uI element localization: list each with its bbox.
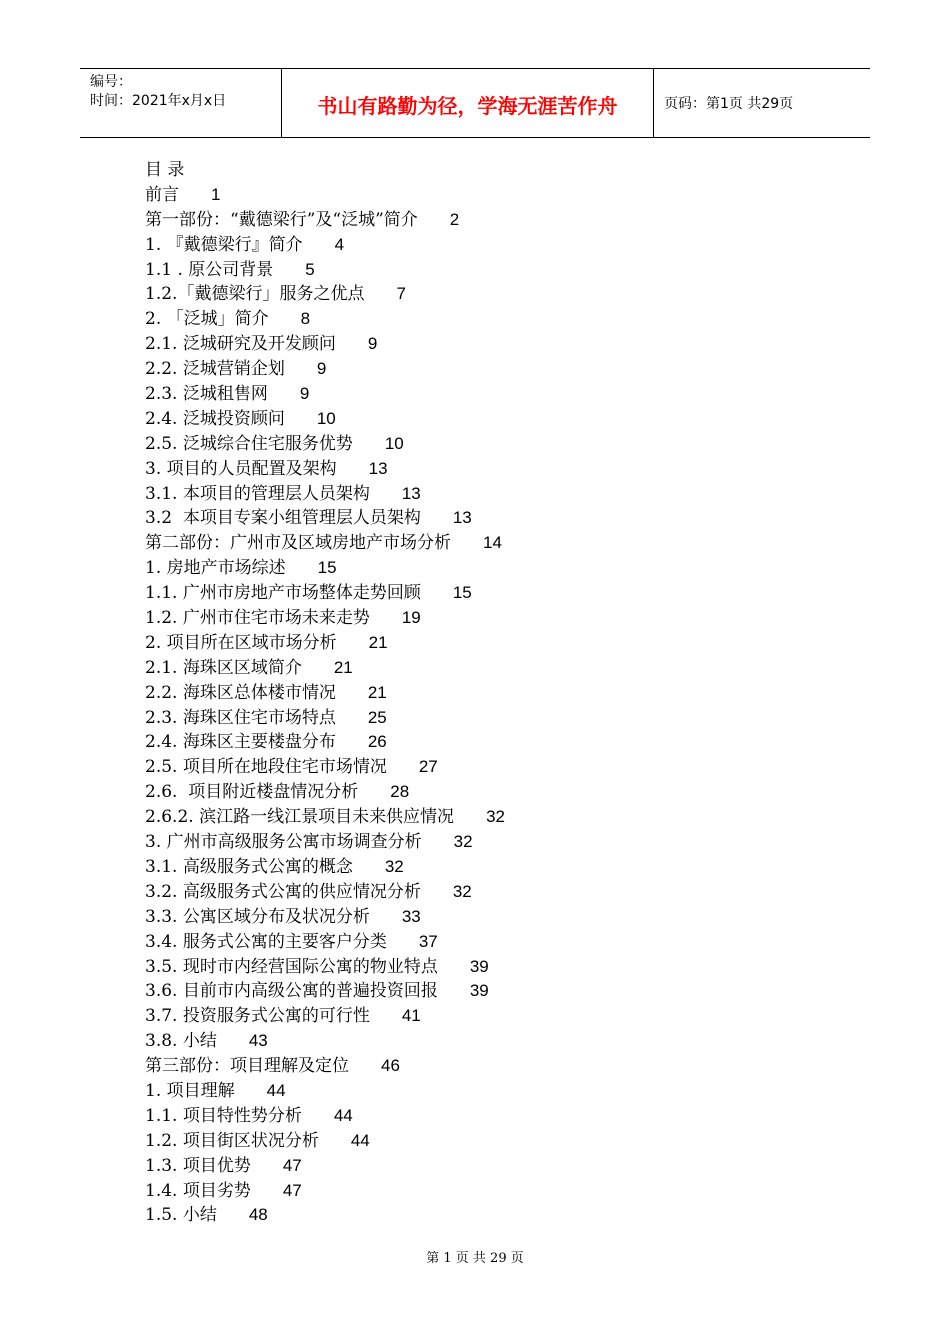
toc-entry[interactable] [145, 780, 845, 805]
toc-entry[interactable] [145, 681, 845, 706]
toc-entry-page: 32 [486, 807, 505, 827]
toc-entry-page: 9 [316, 359, 327, 379]
toc-entry-page: 9 [367, 334, 378, 354]
toc-entry[interactable] [145, 1054, 845, 1079]
toc-entry[interactable] [145, 1079, 845, 1104]
toc-entry[interactable] [145, 979, 845, 1004]
toc-entry-text: 1.1 . 原公司背景 [145, 259, 274, 280]
toc-entry[interactable] [145, 506, 845, 531]
toc-entry[interactable] [145, 307, 845, 332]
toc-entry-text: 1.3. 项目优势 [145, 1155, 251, 1176]
toc-entries [145, 183, 845, 1228]
toc-entry[interactable] [145, 432, 845, 457]
toc-entry-text: 2.5. 项目所在地段住宅市场情况 [145, 757, 387, 778]
toc-entry[interactable] [145, 631, 845, 656]
toc-entry[interactable] [145, 805, 845, 830]
toc-entry-text: 1.5. 小结 [145, 1205, 217, 1226]
toc-entry-page: 46 [381, 1056, 400, 1076]
toc-entry-text: 1. 项目理解 [145, 1080, 235, 1101]
toc-entry[interactable] [145, 1004, 845, 1029]
toc-entry-text: 3.5. 现时市内经营国际公寓的物业特点 [145, 956, 438, 977]
toc-entry-text: 1.1. 项目特性势分析 [145, 1105, 302, 1126]
toc-entry[interactable] [145, 606, 845, 631]
toc-entry[interactable] [145, 880, 845, 905]
toc-entry-page: 32 [452, 881, 472, 901]
toc-entry-page: 27 [418, 757, 438, 777]
header-page-info: 页码：第1页 共29页 [664, 96, 794, 112]
toc-entry[interactable] [145, 955, 845, 980]
toc-entry-page: 9 [299, 384, 310, 404]
time-label: 时间：2021年x月x日 [90, 93, 227, 109]
header-meta-cell [80, 69, 282, 137]
toc-entry-text: 3.8. 小结 [145, 1031, 217, 1052]
toc-entry-text: 2.1. 泛城研究及开发顾问 [145, 334, 336, 355]
toc-entry-text: 3. 项目的人员配置及架构 [145, 458, 337, 479]
toc-entry-page: 14 [483, 533, 502, 553]
toc-entry-page: 37 [418, 931, 438, 951]
toc-entry[interactable] [145, 531, 845, 556]
toc-entry-page: 39 [469, 981, 489, 1001]
toc-entry-text: 第二部份：广州市及区域房地产市场分析 [145, 533, 451, 554]
toc-entry-page: 41 [401, 1006, 421, 1026]
toc-entry[interactable] [145, 730, 845, 755]
toc-entry[interactable] [145, 482, 845, 507]
document-header [80, 68, 870, 138]
toc-entry-text: 2.2. 海珠区总体楼市情况 [145, 682, 336, 703]
toc-entry-text: 2.3. 海珠区住宅市场特点 [145, 707, 336, 728]
toc-entry-page: 13 [401, 483, 421, 503]
toc-entry-page: 5 [305, 259, 315, 279]
toc-entry-page: 44 [333, 1105, 353, 1125]
toc-entry[interactable] [145, 258, 845, 283]
toc-entry-page: 28 [390, 782, 410, 802]
toc-entry-page: 4 [334, 234, 345, 254]
toc-entry-page: 32 [384, 856, 404, 876]
toc-entry[interactable] [145, 282, 845, 307]
number-label: 编号： [90, 74, 132, 90]
toc-entry[interactable] [145, 1104, 845, 1129]
toc-entry-text: 第一部份：“戴德梁行”及“泛城”简介 [145, 209, 418, 230]
toc-entry[interactable] [145, 1179, 845, 1204]
toc-entry[interactable] [145, 830, 845, 855]
toc-entry[interactable] [145, 706, 845, 731]
toc-entry[interactable] [145, 208, 845, 233]
toc-entry-text: 第三部份：项目理解及定位 [145, 1056, 349, 1077]
toc-entry-text: 2.6.2. 滨江路一线江景项目未来供应情况 [145, 807, 455, 828]
toc-entry-text: 2.6. 项目附近楼盘情况分析 [145, 782, 359, 803]
toc-entry[interactable] [145, 332, 845, 357]
toc-entry-page: 32 [453, 832, 473, 852]
toc-entry-page: 2 [449, 209, 460, 229]
table-of-contents [145, 158, 845, 1228]
toc-entry-text: 前言 [145, 184, 179, 205]
toc-entry-page: 21 [368, 632, 388, 652]
toc-title: 目 录 [145, 160, 185, 180]
toc-entry-page: 8 [300, 309, 311, 329]
toc-entry-page: 44 [350, 1130, 370, 1150]
toc-entry[interactable] [145, 656, 845, 681]
toc-entry-page: 15 [317, 558, 337, 578]
toc-entry-text: 1. 『戴德梁行』简介 [145, 234, 303, 255]
toc-entry-text: 2.4. 海珠区主要楼盘分布 [145, 732, 336, 753]
toc-entry[interactable] [145, 233, 845, 258]
toc-entry-page: 43 [248, 1031, 268, 1051]
toc-entry-text: 3.2 本项目专案小组管理层人员架构 [145, 508, 421, 529]
toc-entry[interactable] [145, 382, 845, 407]
toc-entry[interactable] [145, 357, 845, 382]
toc-entry-text: 1.2. 广州市住宅市场未来走势 [145, 608, 370, 629]
toc-entry-text: 1.4. 项目劣势 [145, 1180, 251, 1201]
toc-entry-page: 10 [384, 433, 404, 453]
toc-entry-page: 48 [248, 1205, 268, 1225]
toc-entry-page: 26 [367, 732, 387, 752]
toc-entry[interactable] [145, 905, 845, 930]
toc-entry-text: 2.4. 泛城投资顾问 [145, 408, 285, 429]
toc-entry-text: 1.2.「戴德梁行」服务之优点 [145, 284, 365, 305]
toc-entry-page: 47 [282, 1180, 302, 1200]
toc-entry-page: 44 [266, 1080, 286, 1100]
toc-entry[interactable] [145, 1154, 845, 1179]
toc-entry-text: 2. 「泛城」简介 [145, 309, 269, 330]
toc-entry[interactable] [145, 1029, 845, 1054]
toc-entry-text: 3.6. 目前市内高级公寓的普遍投资回报 [145, 981, 438, 1002]
toc-entry-page: 13 [368, 458, 388, 478]
toc-entry-page: 33 [401, 906, 421, 926]
toc-entry[interactable] [145, 755, 845, 780]
toc-entry[interactable] [145, 1203, 845, 1228]
page-footer: 第 1 页 共 29 页 [426, 1251, 524, 1266]
toc-entry-page: 39 [469, 956, 489, 976]
toc-entry-page: 10 [316, 408, 336, 428]
toc-entry-text: 3. 广州市高级服务公寓市场调查分析 [145, 832, 422, 853]
toc-entry-text: 3.2. 高级服务式公寓的供应情况分析 [145, 881, 421, 902]
toc-entry[interactable] [145, 183, 845, 208]
toc-entry-text: 3.4. 服务式公寓的主要客户分类 [145, 931, 387, 952]
toc-entry-text: 1.2. 项目街区状况分析 [145, 1130, 319, 1151]
toc-entry[interactable] [145, 407, 845, 432]
toc-entry-page: 25 [367, 707, 387, 727]
toc-entry-text: 3.3. 公寓区域分布及状况分析 [145, 906, 370, 927]
toc-entry[interactable] [145, 930, 845, 955]
header-slogan: 书山有路勤为径，学海无涯苦作舟 [282, 69, 654, 137]
toc-entry-text: 3.1. 高级服务式公寓的概念 [145, 856, 353, 877]
toc-entry-page: 21 [333, 657, 353, 677]
toc-entry-text: 2.5. 泛城综合住宅服务优势 [145, 433, 353, 454]
toc-entry[interactable] [145, 1129, 845, 1154]
toc-entry-page: 47 [282, 1155, 302, 1175]
toc-entry-page: 15 [452, 583, 472, 603]
toc-entry-text: 3.1. 本项目的管理层人员架构 [145, 483, 370, 504]
toc-entry-text: 1.1. 广州市房地产市场整体走势回顾 [145, 583, 421, 604]
toc-entry-text: 2. 项目所在区域市场分析 [145, 632, 337, 653]
toc-entry[interactable] [145, 457, 845, 482]
toc-entry-text: 3.7. 投资服务式公寓的可行性 [145, 1006, 370, 1027]
toc-entry[interactable] [145, 855, 845, 880]
toc-entry-page: 13 [452, 508, 472, 528]
toc-entry-page: 19 [401, 608, 421, 628]
toc-entry-text: 2.1. 海珠区区域简介 [145, 657, 302, 678]
toc-entry-page: 1 [211, 184, 221, 204]
toc-entry-page: 21 [367, 682, 387, 702]
toc-entry[interactable] [145, 581, 845, 606]
toc-entry-text: 2.3. 泛城租售网 [145, 384, 268, 405]
toc-entry-text: 2.2. 泛城营销企划 [145, 359, 285, 380]
toc-entry-text: 1. 房地产市场综述 [145, 558, 286, 579]
toc-entry-page: 7 [396, 284, 406, 304]
toc-entry[interactable] [145, 556, 845, 581]
